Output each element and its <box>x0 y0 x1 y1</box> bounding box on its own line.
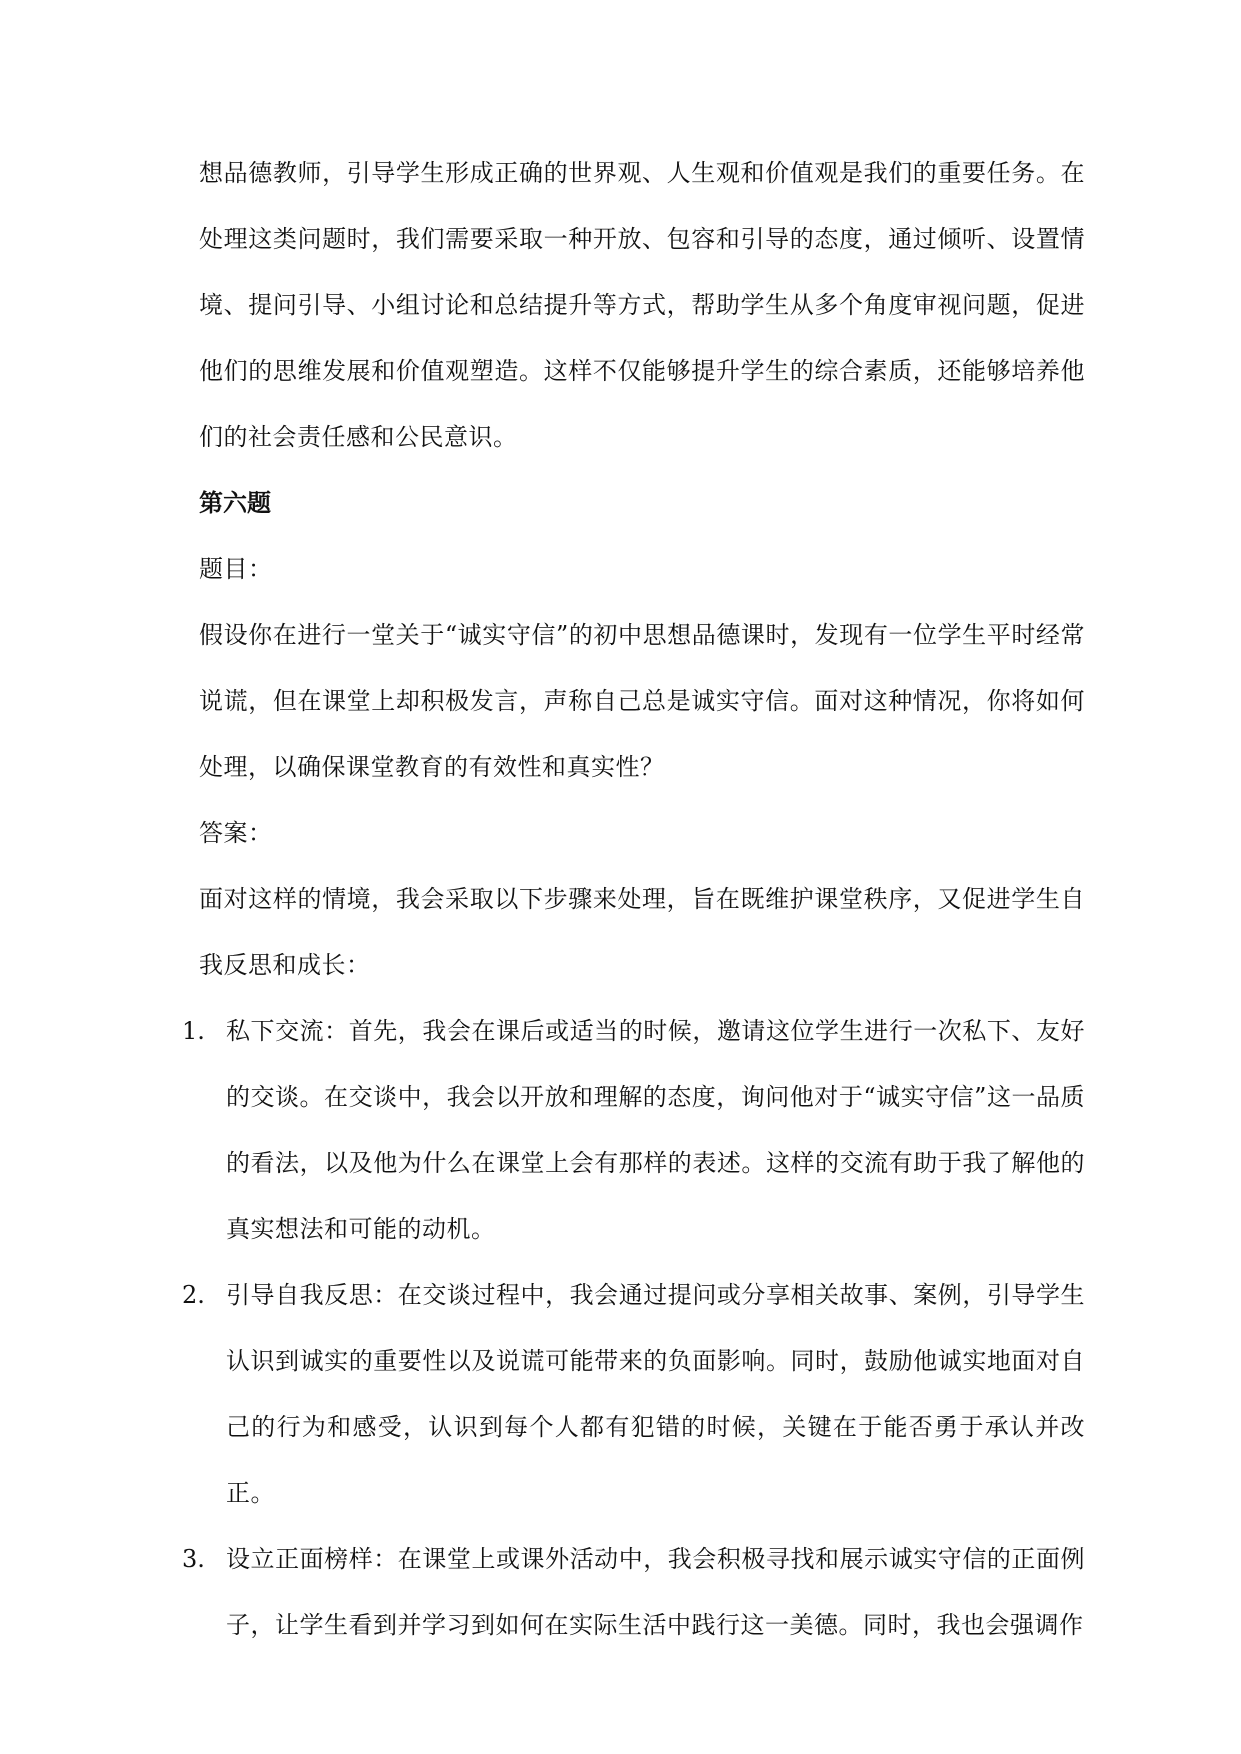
list-item-number: 3. <box>182 1545 205 1573</box>
section-heading: 第六题 <box>199 489 271 517</box>
list-item-text: 私下交流：首先，我会在课后或适当的时候，邀请这位学生进行一次私下、友好的交谈。在交谈中，我会以开放和理解的态度，询问他对于“诚实守信”这一品质的看法，以及他为什么在课堂上会有那样的表述。这样的交流有助于我了解他的真实想法和可能的动机。 <box>226 1017 1085 1243</box>
document-body <box>182 140 1085 1658</box>
answer-steps-list <box>182 998 1085 1658</box>
list-item-text: 引导自我反思：在交谈过程中，我会通过提问或分享相关故事、案例，引导学生认识到诚实的重要性以及说谎可能带来的负面影响。同时，鼓励他诚实地面对自己的行为和感受，认识到每个人都有犯错的时候，关键在于能否勇于承认并改正。 <box>226 1281 1085 1507</box>
list-item-text: 设立正面榜样：在课堂上或课外活动中，我会积极寻找和展示诚实守信的正面例子，让学生看到并学习到如何在实际生活中践行这一美德。同时，我也会强调作 <box>226 1545 1085 1639</box>
list-item <box>182 998 1085 1262</box>
list-item <box>182 1262 1085 1526</box>
list-item-number: 1. <box>182 1017 205 1045</box>
intro-paragraph: 想品德教师，引导学生形成正确的世界观、人生观和价值观是我们的重要任务。在处理这类问题时，我们需要采取一种开放、包容和引导的态度，通过倾听、设置情境、提问引导、小组讨论和总结提升等方式，帮助学生从多个角度审视问题，促进他们的思维发展和价值观塑造。这样不仅能够提升学生的综合素质，还能够培养他们的社会责任感和公民意识。 <box>199 159 1085 451</box>
list-item <box>182 1526 1085 1658</box>
list-item-number: 2. <box>182 1281 205 1309</box>
answer-label: 答案： <box>199 819 273 847</box>
answer-intro: 面对这样的情境，我会采取以下步骤来处理，旨在既维护课堂秩序，又促进学生自我反思和成长： <box>199 885 1085 979</box>
question-text: 假设你在进行一堂关于“诚实守信”的初中思想品德课时，发现有一位学生平时经常说谎，但在课堂上却积极发言，声称自己总是诚实守信。面对这种情况，你将如何处理，以确保课堂教育的有效性和真实性？ <box>199 621 1085 781</box>
question-label: 题目： <box>199 555 273 583</box>
